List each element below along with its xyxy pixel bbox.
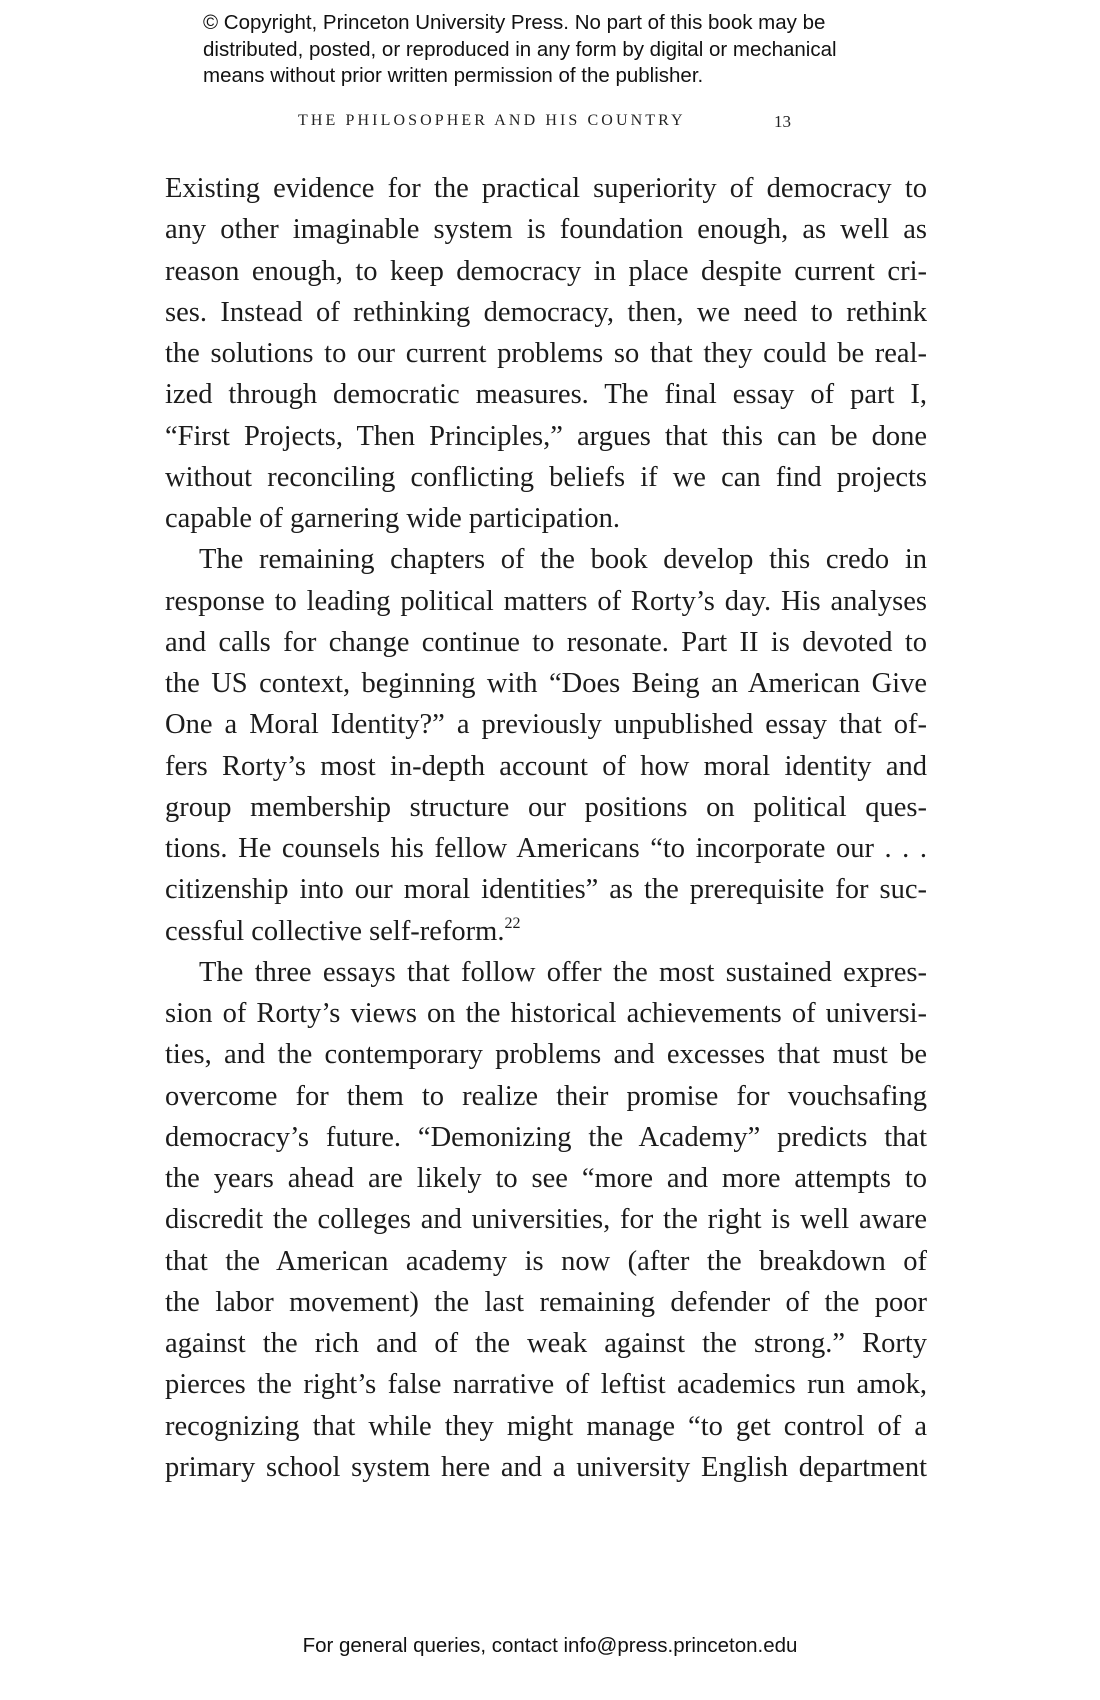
text-line: capable of garnering wide participation. [165, 503, 621, 534]
text-line: tions. He counsels his fellow Americans “to incorporate our . . . [165, 833, 927, 864]
text-line: the years ahead are likely to see “more and more attempts to [165, 1163, 927, 1194]
text-line: ties, and the contemporary problems and excesses that must be [165, 1039, 927, 1071]
text-line: democracy’s future. “Demonizing the Academy” predicts that [165, 1121, 927, 1153]
text-line: that the American academy is now (after the breakdown of [165, 1245, 927, 1277]
text-line: and calls for change continue to resonate. Part II is devoted to [165, 626, 927, 658]
text-line: without reconciling conflicting beliefs if we can find projects [165, 461, 927, 493]
text-line: overcome for them to realize their promise for vouchsafing [165, 1080, 927, 1112]
text-line: reason enough, to keep democracy in place despite current cri- [165, 255, 927, 287]
paragraph [165, 168, 927, 539]
text-line: Existing evidence for the practical superiority of democracy to [165, 173, 927, 204]
copyright-line: means without prior written permission of the publisher. [203, 64, 704, 87]
running-head: THE PHILOSOPHER AND HIS COUNTRY [298, 112, 686, 129]
text-line: discredit the colleges and universities, for the right is well aware [165, 1204, 927, 1236]
footnote-reference[interactable]: 22 [504, 914, 521, 932]
copyright-notice [203, 10, 923, 90]
text-line: the US context, beginning with “Does Being an American Give [165, 668, 927, 699]
text-line [165, 911, 927, 952]
text-line: against the rich and of the weak against the strong.” Rorty [165, 1328, 927, 1359]
text-line: the labor movement) the last remaining defender of the poor [165, 1286, 927, 1318]
text-line: ses. Instead of rethinking democracy, then, we need to rethink [165, 296, 927, 328]
footer-contact: For general queries, contact info@press.princeton.edu [302, 1634, 798, 1657]
text-line: The remaining chapters of the book develop this credo in [199, 544, 927, 576]
text-line: “First Projects, Then Principles,” argues that this can be done [165, 420, 927, 452]
page-number: 13 [774, 112, 791, 131]
paragraph [165, 539, 927, 952]
text-line: the solutions to our current problems so that they could be real- [165, 338, 927, 369]
text-line: any other imaginable system is foundation enough, as well as [165, 214, 927, 246]
copyright-line: distributed, posted, or reproduced in any form by digital or mechanical [203, 37, 837, 61]
text-line-content: cessful collective self-reform. [165, 915, 505, 947]
text-line: citizenship into our moral identities” as the prerequisite for suc- [165, 874, 927, 906]
text-line: One a Moral Identity?” a previously unpublished essay that of- [165, 709, 927, 741]
text-line: recognizing that while they might manage “to get control of a [165, 1410, 927, 1442]
text-line: group membership structure our positions on political ques- [165, 791, 927, 823]
body-text [165, 168, 927, 1488]
text-line: response to leading political matters of Rorty’s day. His analyses [165, 585, 927, 617]
text-line: sion of Rorty’s views on the historical achievements of universi- [165, 998, 927, 1029]
copyright-line: © Copyright, Princeton University Press. No part of this book may be [203, 11, 826, 34]
text-line: The three essays that follow offer the most sustained expres- [199, 956, 927, 988]
paragraph [165, 952, 927, 1488]
text-line: primary school system here and a university English department [165, 1451, 927, 1483]
text-line: pierces the right’s false narrative of leftist academics run amok, [165, 1369, 927, 1401]
text-line: fers Rorty’s most in-depth account of how moral identity and [165, 750, 927, 782]
text-line: ized through democratic measures. The final essay of part I, [165, 379, 927, 411]
